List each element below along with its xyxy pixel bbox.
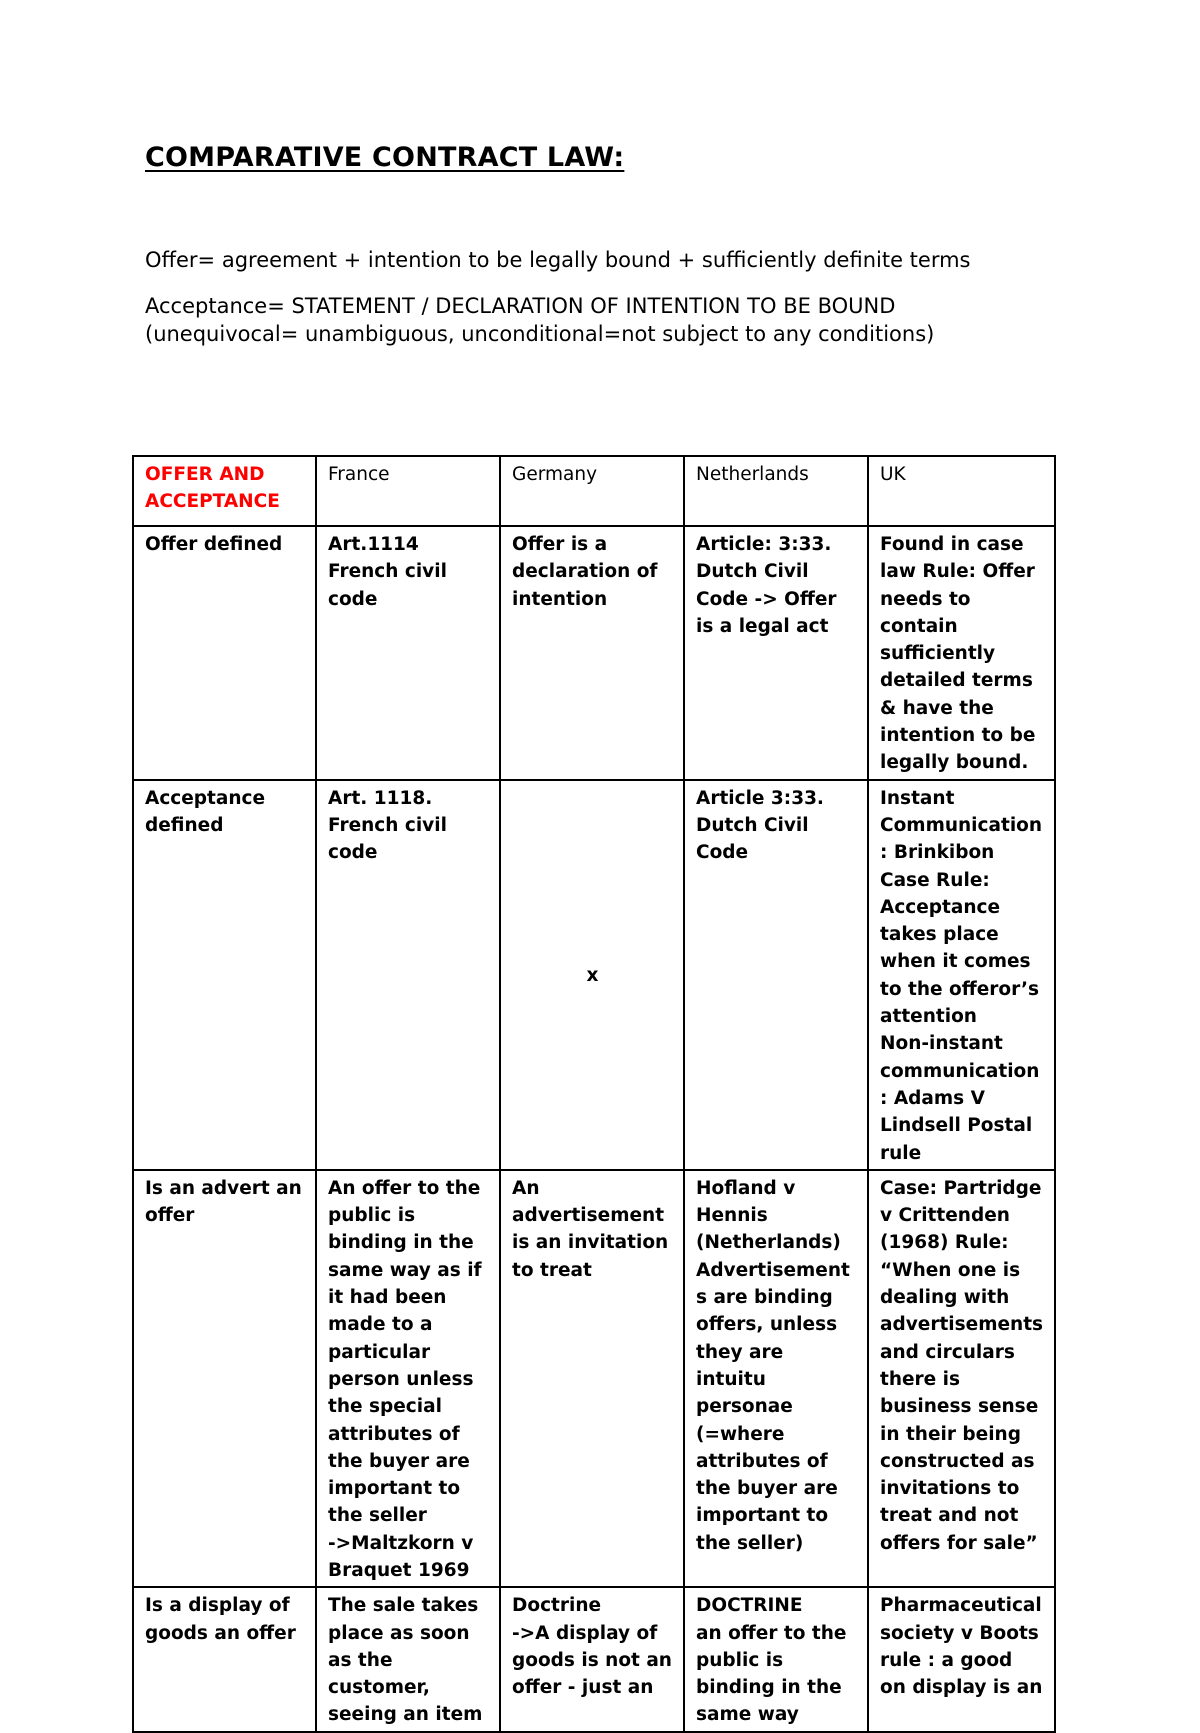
- header-cell-netherlands: Netherlands: [684, 456, 868, 526]
- cell-netherlands: DOCTRINE an offer to the public is binding in the same way: [684, 1587, 868, 1731]
- row-label: Offer defined: [133, 526, 316, 780]
- acceptance-definition-note: (unequivocal= unambiguous, unconditional=not subject to any conditions): [145, 322, 935, 346]
- cell-germany: An advertisement is an invitation to treat: [500, 1170, 684, 1587]
- acceptance-definition-text: Acceptance= STATEMENT / DECLARATION OF INTENTION TO BE BOUND: [145, 294, 896, 318]
- cell-france: Art. 1118. French civil code: [316, 780, 500, 1170]
- cell-germany: Offer is a declaration of intention: [500, 526, 684, 780]
- cell-uk: Case: Partridge v Crittenden (1968) Rule: “When one is dealing with advertisements and circulars there is business sense in their being constructed as invitations to treat and not offers for sale”: [868, 1170, 1055, 1587]
- header-cell-france: France: [316, 456, 500, 526]
- cell-uk: Found in case law Rule: Offer needs to contain sufficiently detailed terms & have the intention to be legally bound.: [868, 526, 1055, 780]
- header-cell-topic: OFFER AND ACCEPTANCE: [133, 456, 316, 526]
- row-label: Is a display of goods an offer: [133, 1587, 316, 1731]
- table-row: [133, 780, 1055, 1170]
- cell-france: An offer to the public is binding in the same way as if it had been made to a particular person unless the special attributes of the buyer are important to the seller ->Maltzkorn v Braquet 1969: [316, 1170, 500, 1587]
- cell-germany: Doctrine ->A display of goods is not an offer - just an: [500, 1587, 684, 1731]
- header-cell-germany: Germany: [500, 456, 684, 526]
- cell-uk: Pharmaceutical society v Boots rule : a good on display is an: [868, 1587, 1055, 1731]
- header-cell-uk: UK: [868, 456, 1055, 526]
- offer-definition-text: Offer= agreement + intention to be legally bound + sufficiently definite terms: [145, 248, 971, 272]
- comparison-table: [132, 455, 1056, 1733]
- cell-netherlands: Hofland v Hennis (Netherlands) Advertisements are binding offers, unless they are intuitu personae (=where attributes of the buyer are important to the seller): [684, 1170, 868, 1587]
- cell-netherlands: Article: 3:33. Dutch Civil Code -> Offer is a legal act: [684, 526, 868, 780]
- table-row: [133, 1587, 1055, 1731]
- row-label: Acceptance defined: [133, 780, 316, 1170]
- table-row: [133, 526, 1055, 780]
- row-label: Is an advert an offer: [133, 1170, 316, 1587]
- cell-netherlands: Article 3:33. Dutch Civil Code: [684, 780, 868, 1170]
- cell-france: Art.1114 French civil code: [316, 526, 500, 780]
- document-title: COMPARATIVE CONTRACT LAW:: [145, 142, 625, 173]
- table-row: [133, 1170, 1055, 1587]
- cell-france: The sale takes place as soon as the customer, seeing an item: [316, 1587, 500, 1731]
- cell-uk: Instant Communication: Brinkibon Case Rule: Acceptance takes place when it comes to the offeror’s attention Non-instant communication: Adams V Lindsell Postal rule: [868, 780, 1055, 1170]
- table-header-row: [133, 456, 1055, 526]
- cell-germany: x: [500, 780, 684, 1170]
